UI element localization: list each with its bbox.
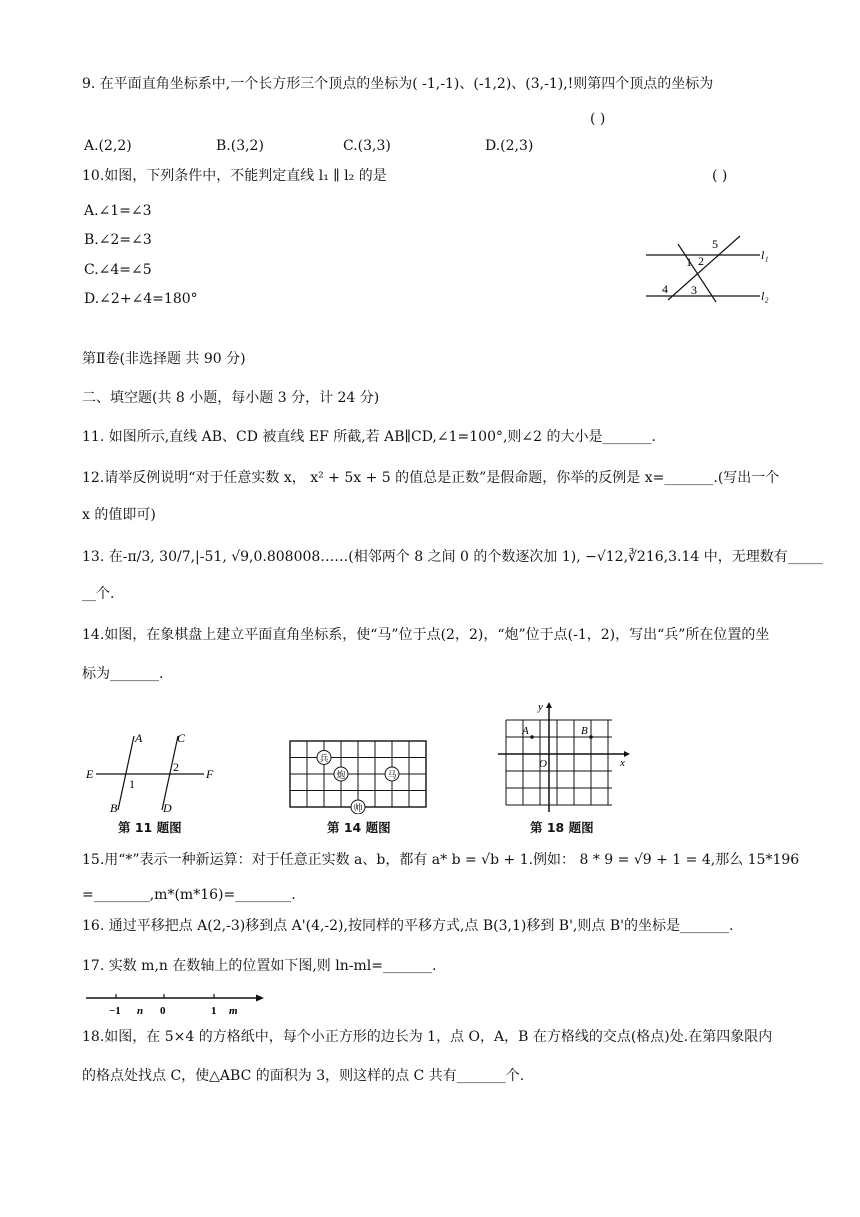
fig10-label-5: 5 <box>712 237 718 251</box>
q9-text: 9. 在平面直角坐标系中,一个长方形三个顶点的坐标为( -1,-1)、(-1,2)、(3,-1),!则第四个顶点的坐标为 <box>82 76 714 92</box>
fig11-caption: 第 11 题图 <box>118 820 182 835</box>
q9-option-c: C.(3,3) <box>343 138 391 154</box>
numberline-label-1: 1 <box>211 1005 217 1017</box>
part-2-heading: 二、填空题(共 8 小题，每小题 3 分，计 24 分) <box>82 390 380 406</box>
fig10-label-1: 1 <box>686 255 692 269</box>
fig18-label-a: A <box>522 725 529 737</box>
fig10-label-3: 3 <box>691 283 697 297</box>
q18-line-2: 的格点处找点 C，使△ABC 的面积为 3，则这样的点 C 共有_______个. <box>82 1068 525 1084</box>
q11-text: 11. 如图所示,直线 AB、CD 被直线 EF 所截,若 AB∥CD,∠1=100°,则∠2 的大小是_______. <box>82 429 656 445</box>
fig11-label-1: 1 <box>129 777 135 791</box>
point-a <box>530 735 534 739</box>
q10-answer-paren: ( ) <box>712 168 728 184</box>
q14-line-2: 标为_______. <box>82 666 164 682</box>
q15-line-2: =________,m*(m*16)=________. <box>82 887 296 903</box>
numberline-label-0: 0 <box>160 1005 166 1017</box>
fig10-label-4: 4 <box>662 282 668 296</box>
numberline-label-n: n <box>137 1005 144 1017</box>
q12-line-2: x 的值即可) <box>82 507 156 523</box>
numberline-label-neg1: −1 <box>109 1005 121 1017</box>
fig11-label-c: C <box>177 731 186 745</box>
fig14-chessboard <box>288 738 428 814</box>
q13-line-2: __个. <box>82 586 115 602</box>
q10-option-b: B.∠2=∠3 <box>84 232 152 248</box>
q18-line-1: 18.如图，在 5×4 的方格纸中，每个小正方形的边长为 1，点 O，A，B 在方格线的交点(格点)处.在第四象限内 <box>82 1029 773 1045</box>
q9-option-d: D.(2,3) <box>485 138 534 154</box>
fig18-label-o: O <box>539 758 547 770</box>
fig18-caption: 第 18 题图 <box>530 820 594 835</box>
chess-piece-bing-label: 兵 <box>319 753 329 764</box>
q10-figure <box>640 230 780 305</box>
fig10-label-l1: l₁ <box>761 248 769 262</box>
fig11-label-e: E <box>86 767 94 781</box>
fig11-label-d: D <box>163 801 172 815</box>
fig14-caption: 第 14 题图 <box>327 820 391 835</box>
q13-line-1: 13. 在-π/3, 30/7,|-51, √9,0.808008……(相邻两个 8 之间 0 的个数逐次加 1), −√12,∛216,3.14 中，无理数有_____ <box>82 549 823 565</box>
q10-option-a: A.∠1=∠3 <box>84 203 152 219</box>
fig10-label-l2: l₂ <box>761 289 769 303</box>
fig11-label-a: A <box>135 731 143 745</box>
fig11-diagram <box>86 730 221 818</box>
section-2-heading: 第Ⅱ卷(非选择题 共 90 分) <box>82 351 246 367</box>
chess-piece-shuai-label: 帅 <box>353 803 363 813</box>
q16-text: 16. 通过平移把点 A(2,-3)移到点 A'(4,-2),按同样的平移方式,点 B(3,1)移到 B',则点 B'的坐标是_______. <box>82 918 734 934</box>
q9-option-b: B.(3,2) <box>216 138 264 154</box>
q9-answer-paren: ( ) <box>590 111 606 127</box>
q10-text: 10.如图，下列条件中，不能判定直线 l₁ ∥ l₂ 的是 <box>82 168 387 184</box>
q17-text: 17. 实数 m,n 在数轴上的位置如下图,则 ln-ml=_______. <box>82 958 437 974</box>
q10-option-d: D.∠2+∠4=180° <box>84 291 198 307</box>
q10-option-c: C.∠4=∠5 <box>84 262 152 278</box>
q9-option-a: A.(2,2) <box>84 138 132 154</box>
number-line <box>84 988 268 1018</box>
numberline-label-m: m <box>229 1005 238 1017</box>
fig18-label-x: x <box>620 757 625 769</box>
q14-line-1: 14.如图，在象棋盘上建立平面直角坐标系，使“马”位于点(2，2)，“炮”位于点(-1，2)，写出“兵”所在位置的坐 <box>82 627 770 643</box>
q12-line-1: 12.请举反例说明“对于任意实数 x， x² + 5x + 5 的值总是正数”是假命题，你举的反例是 x=_______.(写出一个 <box>82 470 780 486</box>
fig18-label-b: B <box>581 725 588 737</box>
fig11-label-2: 2 <box>173 760 179 774</box>
point-b <box>589 735 593 739</box>
chess-piece-ma-label: 马 <box>387 770 397 780</box>
chess-piece-pao-label: 炮 <box>336 770 346 780</box>
fig11-label-f: F <box>206 767 214 781</box>
q15-line-1: 15.用“*”表示一种新运算：对于任意正实数 a、b，都有 a* b = √b + 1.例如： 8 * 9 = √9 + 1 = 4,那么 15*196 <box>82 852 800 868</box>
fig18-grid <box>492 700 632 812</box>
fig18-label-y: y <box>538 701 543 713</box>
fig10-label-2: 2 <box>698 254 704 268</box>
fig11-label-b: B <box>110 801 118 815</box>
